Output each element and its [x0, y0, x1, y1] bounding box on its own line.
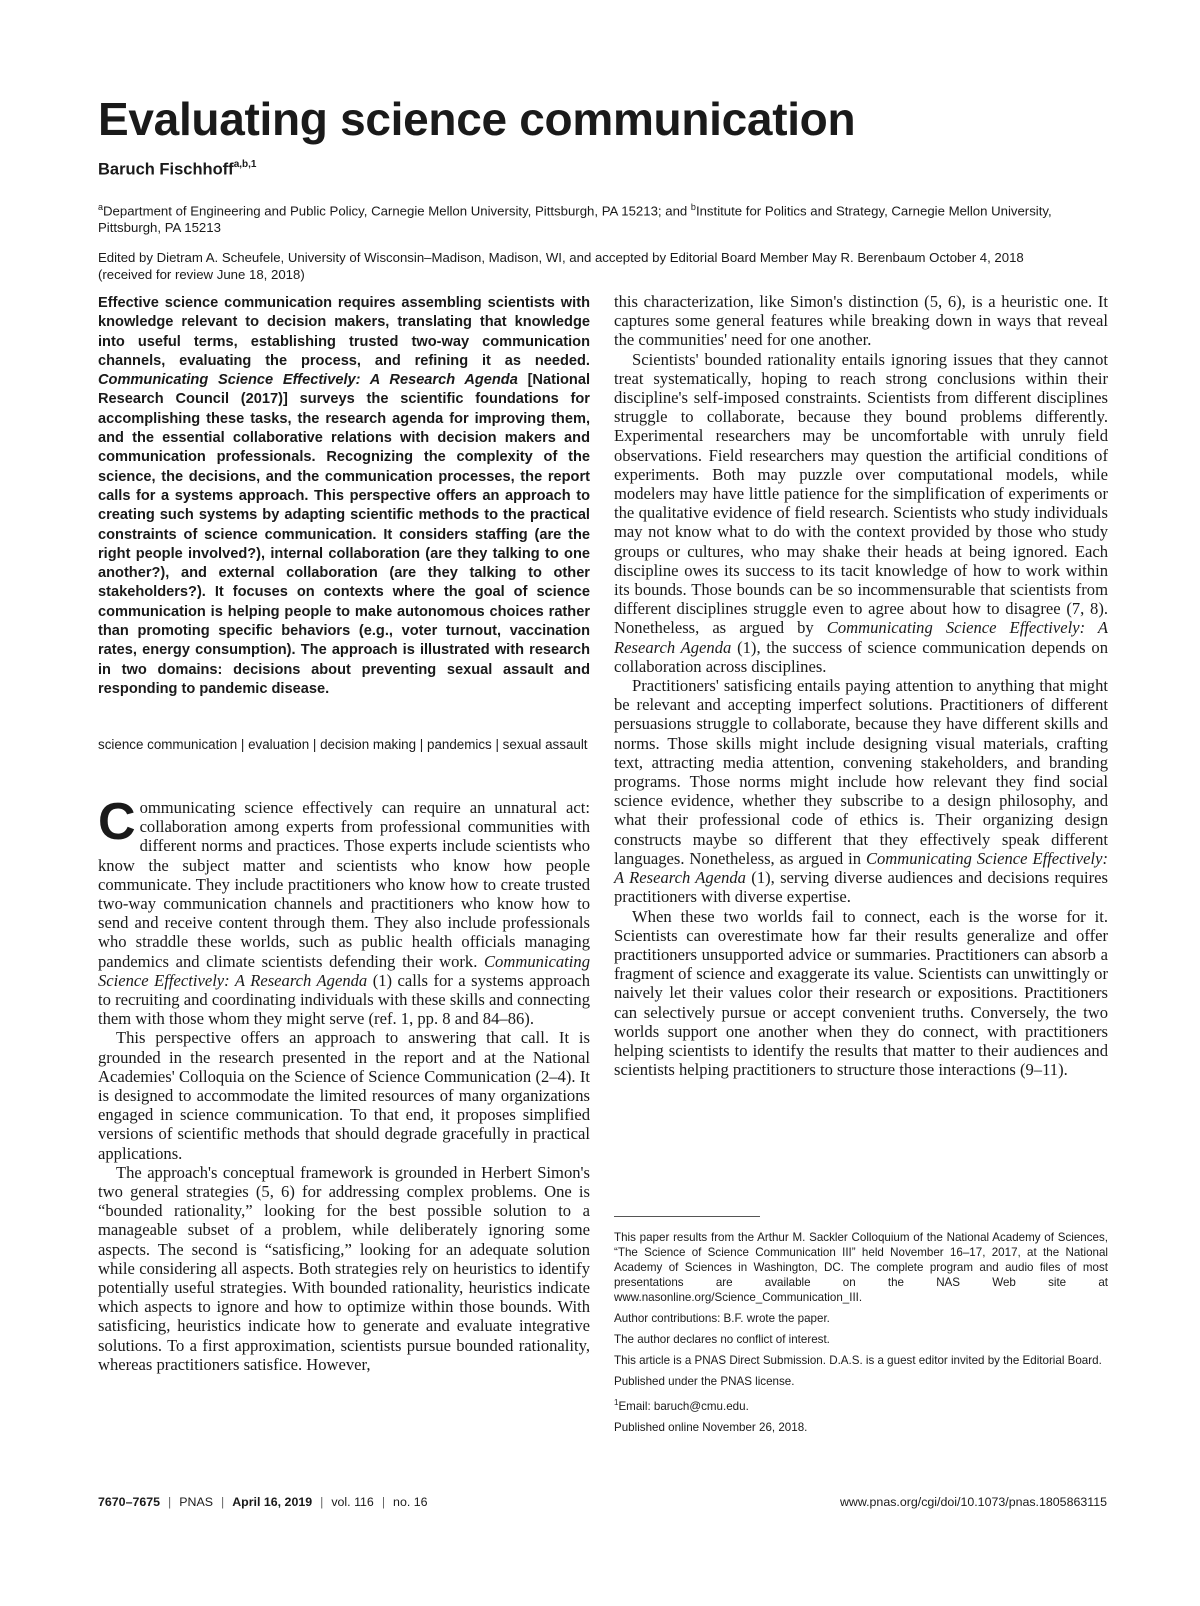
body-paragraph: The approach's conceptual framework is grounded in Herbert Simon's two general strategies (5, 6) for addressing complex problems. One is “bounded rationality,” looking for the best possible solution to a manageable subset of a problem, while deliberately ignoring some aspects. The second is “satisficing,” looking for an adequate solution while considering all aspects. Both strategies rely on heuristics to identify potentially useful strategies. With bounded rationality, heuristics indicate which aspects to ignore and how to optimize within those bounds. With satisficing, heuristics indicate how to generate and evaluate integrative solutions. To a first approximation, scientists pursue bounded rationality, whereas practitioners satisfice. However,	[98, 1162, 590, 1374]
footnotes	[614, 1230, 1108, 1441]
drop-cap: C	[98, 793, 136, 851]
footnote-divider	[614, 1216, 760, 1217]
footnote-colloquium: This paper results from the Arthur M. Sackler Colloquium of the National Academy of Sciences, “The Science of Science Communication III” held November 16–17, 2017, at the National Academy of Sciences in Washington, DC. The complete program and audio files of most presentations are available on the NAS Web site at www.nasonline.org/Science_Communication_III.	[614, 1231, 1108, 1304]
edited-by-line: Edited by Dietram A. Scheufele, University of Wisconsin–Madison, Madison, WI, and accepted by Editorial Board Member May R. Berenbaum October 4, 2018	[98, 250, 1024, 265]
received-line: (received for review June 18, 2018)	[98, 267, 305, 282]
abstract-text-2: [National Research Council (2017)] surveys the scientific foundations for accomplishing these tasks, the research agenda for improving them, and the essential collaborative relations with decision makers and communication professionals. Recognizing the complexity of the science, the decisions, and the communication processes, the report calls for a systems approach. This perspective offers an approach to creating such systems by adapting scientific methods to the practical constraints of science communication. It considers staffing (are the right people involved?), internal collaboration (are they talking to one another?), and external collaboration (are they talking to other stakeholders?). It focuses on contexts where the goal of science communication is helping people to make autonomous choices rather than promoting specific behaviors (e.g., voter turnout, vaccination rates, energy consumption). The approach is illustrated with research in two domains: decisions about preventing sexual assault and responding to pandemic disease.	[98, 372, 591, 697]
author-name: Baruch Fischhoff	[98, 160, 234, 179]
body-paragraph	[98, 793, 590, 1029]
footer-separator: |	[221, 1495, 225, 1509]
abstract-report-title: Communicating Science Effectively: A Research Agenda	[98, 372, 518, 389]
affiliation-b: Institute for Politics and Strategy, Carnegie Mellon University, Pittsburgh, PA 15213	[98, 203, 1052, 236]
keywords: science communication | evaluation | decision making | pandemics | sexual assault	[98, 737, 588, 752]
footer-volume: vol. 116	[331, 1495, 374, 1509]
report-title-italic: Communicating Science Effectively: A Research Agenda	[614, 848, 1108, 888]
body-text: (1) calls for a systems approach to recruiting and coordinating individuals with these skills and connecting them with those whom they might serve (ref. 1, pp. 8 and 84–86).	[98, 970, 590, 1029]
body-text: Practitioners' satisficing entails paying attention to anything that might be relevant and accepting imperfect solutions. Practitioners of different persuasions struggle to collaborate, because they have different skills and norms. Those skills might include designing visual materials, crafting text, attracting media attention, convening stakeholders, and branding programs. Those norms might include how relevant they find social science evidence, whether they subscribe to a design philosophy, and what their professional code of ethics is. Their organizing design constructs maybe so different that they effectively speak different languages. Nonetheless, as argued in	[614, 676, 1108, 868]
affiliations	[98, 199, 1110, 236]
affiliation-a: Department of Engineering and Public Policy, Carnegie Mellon University, Pittsburgh, PA 15213; and	[103, 203, 691, 219]
abstract	[98, 294, 590, 699]
body-paragraph	[614, 350, 1108, 676]
edited-by	[98, 249, 1110, 283]
footer-separator: |	[168, 1495, 172, 1509]
body-column-left	[98, 793, 590, 1374]
footnote-contributions: Author contributions: B.F. wrote the paper.	[614, 1312, 830, 1325]
body-text: Scientists' bounded rationality entails ignoring issues that they cannot treat systematically, hoping to reach strong conclusions within their discipline's self-imposed constraints. Scientists from different disciplines struggle to collaborate, because they bound problems differently. Experimental researchers may be uncomfortable with unruly field observations. Field researchers may question the artificial conditions of experiments. Both may puzzle over computational models, while modelers may have little patience for the simplification of experiments or the qualitative evidence of field research. Scientists who study individuals may not know what to do with the context provided by those who study groups or cultures, who may shake their heads at being ignored. Each discipline owes its success to its tacit knowledge of how to work within its bounds. Those bounds can be so incommensurable that scientists from different disciplines struggle even to agree about how to disagree (7, 8). Nonetheless, as argued by	[614, 349, 1108, 638]
footnote-email	[614, 1395, 1108, 1414]
footnote-published: Published online November 26, 2018.	[614, 1420, 808, 1434]
footnote-email-mark: 1	[614, 1398, 619, 1407]
footnote-submission: This article is a PNAS Direct Submission. D.A.S. is a guest editor invited by the Editorial Board.	[614, 1354, 1102, 1367]
footer-pages: 7670–7675	[98, 1495, 161, 1509]
body-text: (1), serving diverse audiences and decisions requires practitioners with diverse expertise.	[614, 868, 1108, 907]
footer-doi-link[interactable]: www.pnas.org/cgi/doi/10.1073/pnas.1805863115	[839, 1495, 1107, 1509]
footer-issue: no. 16	[393, 1495, 428, 1509]
body-column-right	[614, 292, 1108, 1079]
body-paragraph	[614, 676, 1108, 906]
author-affiliation-marks: a,b,1	[233, 159, 257, 170]
footnote-conflict: The author declares no conflict of interest.	[614, 1333, 830, 1346]
author-line	[98, 160, 256, 180]
footer-date: April 16, 2019	[232, 1495, 313, 1509]
footer-citation	[98, 1495, 428, 1509]
report-title-italic: Communicating Science Effectively: A Research Agenda	[614, 618, 1108, 657]
footer-journal: PNAS	[179, 1495, 213, 1509]
body-paragraph: This perspective offers an approach to answering that call. It is grounded in the research presented in the report and at the National Academies' Colloquia on the Science of Science Communication (2–4). It is designed to accommodate the limited resources of many organizations engaged in science communication. To that end, it proposes simplified versions of scientific methods that should degrade gracefully in practical applications.	[98, 1028, 590, 1163]
article-title: Evaluating science communication	[98, 93, 856, 145]
body-text: (1), the success of science communication depends on collaboration across disciplines.	[614, 637, 1108, 676]
body-text: ommunicating science effectively can require an unnatural act: collaboration among experts from professional communities with different norms and practices. Those experts include scientists who know the subject matter and scientists who know how people communicate. They include practitioners who know how to create trusted two-way communication channels and practitioners who know how to send and receive content through them. They also include professionals who straddle these worlds, such as public health officials managing pandemics and climate scientists defending their work.	[98, 798, 590, 971]
footer-separator: |	[320, 1495, 324, 1509]
body-paragraph: When these two worlds fail to connect, each is the worse for it. Scientists can overestimate how far their results generalize and offer practitioners unsupported advice or summaries. Practitioners can absorb a fragment of science and exaggerate its value. Scientists can unwittingly or naively let their values color their research or expositions. Practitioners can selectively pursue or accept convenient truths. Conversely, the two worlds support one another when they do connect, with practitioners helping scientists to identify the results that matter to their audiences and scientists helping practitioners to structure those interactions (9–11).	[614, 906, 1108, 1080]
affiliation-a-mark: a	[98, 202, 104, 212]
footnote-email-text: Email: baruch@cmu.edu.	[618, 1399, 749, 1413]
abstract-text-1: Effective science communication requires assembling scientists with knowledge relevant to decision makers, translating that knowledge into useful terms, establishing trusted two-way communication channels, evaluating the process, and refining it as needed.	[98, 295, 590, 369]
footnote-license: Published under the PNAS license.	[614, 1375, 795, 1388]
report-title-italic: Communicating Science Effectively: A Research Agenda	[98, 951, 590, 990]
body-paragraph: this characterization, like Simon's distinction (5, 6), is a heuristic one. It captures some general features while breaking down in ways that reveal the communities' need for one another.	[614, 292, 1108, 350]
footer-separator: |	[381, 1495, 386, 1509]
affiliation-b-mark: b	[690, 202, 696, 212]
